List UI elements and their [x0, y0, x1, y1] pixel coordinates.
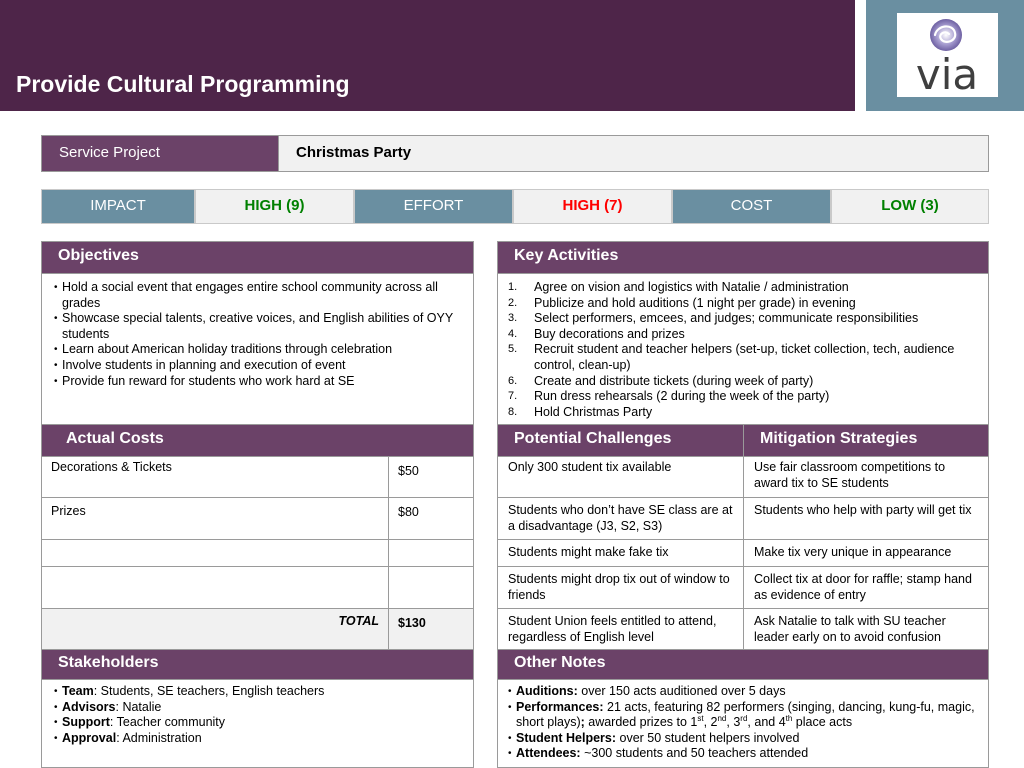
key-activities-body [497, 273, 989, 425]
actual-costs-header [41, 424, 474, 457]
service-project-value: Christmas Party [296, 144, 412, 161]
service-project-label-cell [41, 135, 279, 172]
effort-value-text: HIGH (7) [562, 197, 623, 214]
strategies-header-text: Mitigation Strategies [760, 430, 918, 447]
cost-label-text: COST [730, 197, 773, 214]
cost-total-label: TOTAL [338, 614, 379, 628]
cost-item-cell [41, 497, 389, 540]
title-banner [0, 0, 855, 111]
strategies-header [743, 424, 989, 457]
activity-item: 4. Buy decorations and prizes [508, 326, 685, 341]
challenge-cell: Only 300 student tix available [497, 456, 744, 498]
service-project-label: Service Project [59, 144, 160, 161]
stakeholder-item: • Approval: Administration [54, 731, 461, 747]
cost-item-cell [41, 539, 389, 567]
objectives-header [41, 241, 474, 274]
note-item: • Student Helpers: over 50 student helpers involved [508, 731, 976, 747]
cost-amount-text: $50 [398, 464, 419, 478]
strategy-cell: Students who help with party will get tix [743, 497, 989, 540]
note-item: • Auditions: over 150 acts auditioned over 5 days [508, 684, 976, 700]
activity-item: 1. Agree on vision and logistics with Natalie / administration [508, 280, 849, 294]
stakeholder-item: • Support: Teacher community [54, 715, 461, 731]
stakeholders-header-text: Stakeholders [58, 654, 159, 671]
impact-label [41, 189, 195, 224]
service-project-value-cell [278, 135, 989, 172]
stakeholders-header [41, 649, 474, 680]
objective-item: • Learn about American holiday traditions through celebration [54, 342, 461, 358]
other-notes-body [497, 679, 989, 768]
effort-label [354, 189, 513, 224]
stakeholders-body [41, 679, 474, 768]
strategy-cell: Make tix very unique in appearance [743, 539, 989, 567]
objective-item: • Provide fun reward for students who work hard at SE [54, 374, 461, 390]
activity-item: 5. Recruit student and teacher helpers (set-up, ticket collection, tech, audience control, clean-up) [508, 342, 955, 372]
cost-total-amount-cell [388, 608, 474, 650]
effort-label-text: EFFORT [403, 197, 464, 214]
logo-wordmark: via [915, 50, 979, 97]
cost-amount-cell [388, 456, 474, 498]
cost-total-label-cell [41, 608, 389, 650]
challenge-cell: Students might make fake tix [497, 539, 744, 567]
activity-item: 8. Hold Christmas Party [508, 404, 653, 419]
page-title: Provide Cultural Programming [16, 71, 350, 97]
activity-item: 7. Run dress rehearsals (2 during the week of the party) [508, 389, 830, 404]
impact-value [195, 189, 354, 224]
cost-item-text: Prizes [51, 504, 86, 518]
cost-item-cell [41, 456, 389, 498]
strategy-cell: Use fair classroom competitions to award tix to SE students [743, 456, 989, 498]
challenge-cell: Student Union feels entitled to attend, regardless of English level [497, 608, 744, 650]
strategy-cell: Collect tix at door for raffle; stamp hand as evidence of entry [743, 566, 989, 609]
impact-value-text: HIGH (9) [244, 197, 305, 214]
via-logo-graphic [897, 13, 998, 97]
key-activities-header [497, 241, 989, 274]
cost-amount-cell [388, 539, 474, 567]
via-logo [897, 13, 998, 97]
objectives-body [41, 273, 474, 425]
other-notes-list [508, 684, 976, 762]
impact-label-text: IMPACT [90, 197, 146, 214]
stakeholder-item: • Team: Students, SE teachers, English teachers [54, 684, 461, 700]
stakeholders-list [54, 684, 461, 746]
key-activities-list [508, 280, 974, 420]
cost-item-cell [41, 566, 389, 609]
note-item: • Attendees: ~300 students and 50 teachers attended [508, 746, 976, 762]
challenges-header [497, 424, 744, 457]
cost-value [831, 189, 989, 224]
challenge-cell: Students who don’t have SE class are at a disadvantage (J3, S2, S3) [497, 497, 744, 540]
stakeholder-item: • Advisors: Natalie [54, 700, 461, 716]
activity-item: 3. Select performers, emcees, and judges; communicate responsibilities [508, 311, 919, 326]
activity-item: 6. Create and distribute tickets (during week of party) [508, 373, 814, 388]
objectives-list [54, 280, 461, 389]
objective-item: • Involve students in planning and execution of event [54, 358, 461, 374]
cost-value-text: LOW (3) [881, 197, 939, 214]
cost-item-text: Decorations & Tickets [51, 460, 172, 474]
cost-amount-cell [388, 566, 474, 609]
objectives-header-text: Objectives [58, 247, 139, 264]
activity-item: 2. Publicize and hold auditions (1 night per grade) in evening [508, 295, 856, 310]
objective-item: • Showcase special talents, creative voices, and English abilities of OYY students [54, 311, 461, 342]
challenge-cell: Students might drop tix out of window to friends [497, 566, 744, 609]
key-activities-header-text: Key Activities [514, 247, 619, 264]
strategy-cell: Ask Natalie to talk with SU teacher leader early on to avoid confusion [743, 608, 989, 650]
objective-item: • Hold a social event that engages entire school community across all grades [54, 280, 461, 311]
challenges-header-text: Potential Challenges [514, 430, 672, 447]
cost-amount-cell [388, 497, 474, 540]
cost-label [672, 189, 831, 224]
cost-total-amount: $130 [398, 616, 426, 630]
actual-costs-header-text: Actual Costs [66, 430, 164, 447]
other-notes-header [497, 649, 989, 680]
cost-amount-text: $80 [398, 505, 419, 519]
effort-value [513, 189, 672, 224]
note-item: • Performances: 21 acts, featuring 82 performers (singing, dancing, kung-fu, magic, short plays); awarded prizes to 1st, 2nd, 3rd, and 4th place acts [508, 700, 976, 731]
other-notes-header-text: Other Notes [514, 654, 606, 671]
